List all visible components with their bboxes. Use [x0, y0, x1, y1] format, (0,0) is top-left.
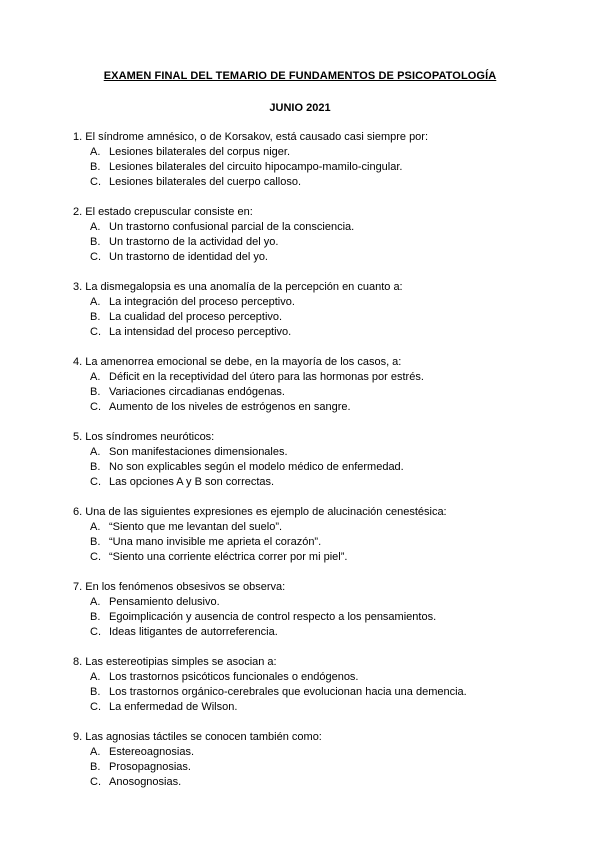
option-a [73, 295, 573, 310]
option-text: La enfermedad de Wilson. [109, 701, 238, 713]
option-letter: B. [90, 611, 101, 623]
option-letter: A. [90, 446, 101, 458]
option-b [73, 160, 573, 175]
option-text: Un trastorno de la actividad del yo. [109, 236, 279, 248]
option-a [73, 745, 573, 760]
option-letter: B. [90, 761, 101, 773]
question-text: 9. Las agnosias táctiles se conocen también como: [73, 731, 322, 743]
option-text: Lesiones bilaterales del cuerpo calloso. [109, 176, 302, 188]
question-4 [73, 355, 573, 415]
option-letter: A. [90, 596, 101, 608]
option-letter: A. [90, 746, 101, 758]
option-text: Prosopagnosias. [109, 761, 191, 773]
option-c [73, 400, 573, 415]
option-c [73, 700, 573, 715]
option-text: La intensidad del proceso perceptivo. [109, 326, 292, 338]
question-9 [73, 730, 573, 790]
option-text: Estereoagnosias. [109, 746, 194, 758]
option-text: Déficit en la receptividad del útero para las hormonas por estrés. [109, 371, 424, 383]
option-letter: B. [90, 236, 101, 248]
option-text: “Una mano invisible me aprieta el corazón”. [109, 536, 322, 548]
option-letter: B. [90, 536, 101, 548]
question-text: 4. La amenorrea emocional se debe, en la mayoría de los casos, a: [73, 356, 402, 368]
option-letter: A. [90, 221, 101, 233]
exam-date: JUNIO 2021 [269, 102, 331, 114]
option-text: La cualidad del proceso perceptivo. [109, 311, 283, 323]
option-text: Variaciones circadianas endógenas. [109, 386, 285, 398]
option-letter: A. [90, 671, 101, 683]
option-b [73, 235, 573, 250]
option-letter: C. [90, 701, 101, 713]
option-text: Anosognosias. [109, 776, 182, 788]
option-letter: A. [90, 371, 101, 383]
option-text: Los trastornos orgánico-cerebrales que evolucionan hacia una demencia. [109, 686, 467, 698]
question-text: 3. La dismegalopsia es una anomalía de la percepción en cuanto a: [73, 281, 403, 293]
question-5 [73, 430, 573, 490]
option-letter: A. [90, 296, 101, 308]
option-c [73, 475, 573, 490]
option-letter: C. [90, 401, 101, 413]
question-1 [73, 130, 573, 190]
option-c [73, 250, 573, 265]
option-a [73, 220, 573, 235]
option-text: Un trastorno de identidad del yo. [109, 251, 268, 263]
option-text: Aumento de los niveles de estrógenos en sangre. [109, 401, 351, 413]
option-text: Pensamiento delusivo. [109, 596, 220, 608]
option-a [73, 370, 573, 385]
question-7 [73, 580, 573, 640]
option-letter: B. [90, 161, 101, 173]
question-text: 1. El síndrome amnésico, o de Korsakov, está causado casi siempre por: [73, 131, 429, 143]
question-text: 7. En los fenómenos obsesivos se observa: [73, 581, 286, 593]
option-a [73, 670, 573, 685]
option-letter: C. [90, 476, 101, 488]
question-list [73, 130, 573, 805]
option-letter: C. [90, 251, 101, 263]
option-c [73, 775, 573, 790]
option-b [73, 610, 573, 625]
option-b [73, 685, 573, 700]
option-text: “Siento una corriente eléctrica correr por mi piel”. [109, 551, 348, 563]
option-letter: C. [90, 776, 101, 788]
question-2 [73, 205, 573, 265]
option-b [73, 310, 573, 325]
option-b [73, 385, 573, 400]
option-a [73, 445, 573, 460]
option-letter: A. [90, 146, 101, 158]
option-text: No son explicables según el modelo médico de enfermedad. [109, 461, 404, 473]
option-letter: B. [90, 386, 101, 398]
option-text: Un trastorno confusional parcial de la consciencia. [109, 221, 355, 233]
question-text: 8. Las estereotipias simples se asocian a: [73, 656, 277, 668]
option-text: Egoimplicación y ausencia de control respecto a los pensamientos. [109, 611, 437, 623]
exam-title: EXAMEN FINAL DEL TEMARIO DE FUNDAMENTOS DE PSICOPATOLOGÍA [103, 70, 497, 82]
option-c [73, 550, 573, 565]
option-text: Son manifestaciones dimensionales. [109, 446, 288, 458]
question-8 [73, 655, 573, 715]
option-text: La integración del proceso perceptivo. [109, 296, 295, 308]
option-letter: A. [90, 521, 101, 533]
option-c [73, 175, 573, 190]
question-text: 5. Los síndromes neuróticos: [73, 431, 215, 443]
question-6 [73, 505, 573, 565]
question-text: 6. Una de las siguientes expresiones es ejemplo de alucinación cenestésica: [73, 506, 447, 518]
option-letter: C. [90, 326, 101, 338]
question-text: 2. El estado crepuscular consiste en: [73, 206, 253, 218]
question-3 [73, 280, 573, 340]
option-b [73, 460, 573, 475]
option-text: Ideas litigantes de autorreferencia. [109, 626, 278, 638]
option-a [73, 520, 573, 535]
option-text: Lesiones bilaterales del corpus niger. [109, 146, 291, 158]
option-text: Los trastornos psicóticos funcionales o endógenos. [109, 671, 359, 683]
option-c [73, 325, 573, 340]
option-a [73, 145, 573, 160]
option-c [73, 625, 573, 640]
option-letter: C. [90, 551, 101, 563]
option-letter: B. [90, 311, 101, 323]
option-b [73, 760, 573, 775]
option-letter: B. [90, 461, 101, 473]
option-text: Las opciones A y B son correctas. [109, 476, 275, 488]
option-text: Lesiones bilaterales del circuito hipocampo-mamilo-cingular. [109, 161, 403, 173]
option-letter: B. [90, 686, 101, 698]
option-a [73, 595, 573, 610]
option-b [73, 535, 573, 550]
option-text: “Siento que me levantan del suelo”. [109, 521, 283, 533]
option-letter: C. [90, 626, 101, 638]
option-letter: C. [90, 176, 101, 188]
